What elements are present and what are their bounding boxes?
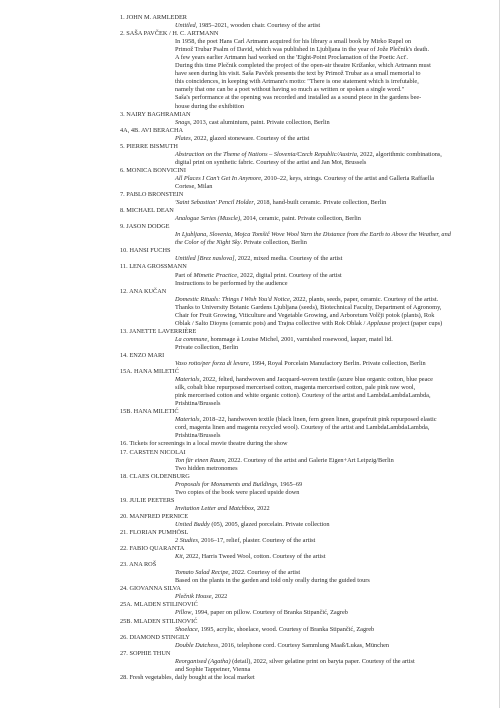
work-details: this coincidences, in keeping with Artmann's motto: "There is one statement which is irrefutable, <box>175 78 419 86</box>
work-title: Domestic Rituals: Things I Wish You'd Notice <box>175 295 290 303</box>
list-item <box>120 473 476 497</box>
entry-heading: 14. ENZO MARI <box>120 351 165 359</box>
entry-heading: 16. Tickets for screenings in a local movie theatre during the show <box>120 440 288 448</box>
work-title: Materials <box>175 416 200 424</box>
work-details: Private collection, Berlin <box>175 343 239 351</box>
list-item <box>120 545 476 561</box>
work-title: In Ljubljana, Slovenia, Mojca Tomšič Wove Wool Yarn the Distance from the Earth to Above the Weather, and <box>175 231 451 239</box>
work-details: During this time Plečnik completed the project of the open-air theatre Križanke, which Artmann must <box>175 62 431 70</box>
work-details: and Sophie Tappeiner, Vienna <box>175 665 251 673</box>
work-details: Two hidden metronomes <box>175 464 238 472</box>
entry-line <box>120 577 476 585</box>
work-details: , 2016, telephone cord. Courtesy Sammlung Maaß/Lukas, München <box>218 641 390 649</box>
list-item <box>120 288 476 328</box>
work-details: . Private collection, Berlin <box>240 239 307 247</box>
work-details: Thanks to University Botanic Gardens Ljubljana (seeds), Biotechnical Faculty, Department of Agronomy, <box>175 303 442 311</box>
work-title: Vaso rotto/per forza di levare <box>175 360 249 368</box>
work-title: La commune <box>175 335 208 343</box>
work-title: Untitled [Brez naslova] <box>175 255 235 263</box>
work-details: pink mercerised cotton and white organic cotton). Courtesy of the artist and LambdaLambdaLambda, <box>175 392 431 400</box>
work-details: , 1995, acrylic, shoelace, wood. Courtesy of Branka Stipančić, Zagreb <box>197 625 375 633</box>
work-title: Proposals for Monuments and Buildings <box>175 480 277 488</box>
entry-heading: 11. LENA GROSSMANN <box>120 263 187 271</box>
work-title: Shoelace <box>175 625 198 633</box>
work-details: (05), 2005, glazed porcelain. Private collection <box>209 520 330 528</box>
work-title: Abstraction on the Theme of Nations – Slovenia/Czech Republic/Austria <box>175 150 357 158</box>
work-details: , 1965–69 <box>276 480 303 488</box>
entry-line <box>120 569 476 577</box>
works-list <box>120 14 476 682</box>
work-details: , 2022, glazed stoneware. Courtesy of the artist <box>190 134 310 142</box>
work-title: Double Dutchess <box>175 641 219 649</box>
entry-heading: 26. DIAMOND STINGILY <box>120 633 190 641</box>
entry-line <box>120 392 476 400</box>
work-title: Snags <box>175 118 191 126</box>
entry-line <box>120 103 476 111</box>
work-details: , 1994, paper on pillow. Courtesy of Branka Stipančić, Zagreb <box>191 609 348 617</box>
work-details: Saša's performance at the opening was recorded and installed as a sound piece in the gardens bee- <box>175 94 422 102</box>
list-item <box>120 408 476 440</box>
work-details: house during the exhibition <box>175 102 245 110</box>
list-item <box>120 368 476 408</box>
entry-heading: 27. SOPHIE THUN <box>120 649 171 657</box>
entry-line <box>120 489 476 497</box>
work-title: the Color of the Night Sky <box>175 239 241 247</box>
work-details: , 2010–22, keys, strings. Courtesy of the artist and Galleria Raffaella <box>261 174 435 182</box>
entry-line <box>120 481 476 489</box>
work-details: , 2018, hand-built ceramic. Private collection, Berlin <box>253 199 387 207</box>
list-item <box>120 674 476 682</box>
list-item <box>120 263 476 287</box>
entry-heading: 17. CARSTEN NICOLAI <box>120 448 186 456</box>
work-details: , 1985–2021, wooden chair. Courtesy of the artist <box>195 22 321 30</box>
entry-line <box>120 119 476 127</box>
work-details: , 2018–22, handwoven textile (black linen, fern green linen, grapefruit pink repurposed elastic <box>199 416 437 424</box>
entry-heading: 12. ANA KUČAN <box>120 287 167 295</box>
work-details: Cortese, Milan <box>175 182 213 190</box>
entry-heading: 9. JASON DODGE <box>120 223 170 231</box>
entry-line <box>120 255 476 263</box>
entry-line <box>120 231 476 239</box>
entry-line <box>120 553 476 561</box>
list-item <box>120 352 476 368</box>
entry-line <box>120 175 476 183</box>
work-details: , 2022, felted, handwoven and Jacquard-woven textile (azure blue organic cotton, blue peace <box>199 376 433 384</box>
entry-heading: 2. SAŠA PAVČEK / H. C. ARTMANN <box>120 30 219 38</box>
work-details: , 2013, cast aluminium, paint. Private collection, Berlin <box>190 118 330 126</box>
list-item <box>120 561 476 585</box>
entry-heading: 15A. HANA MILETIĆ <box>120 368 179 376</box>
work-title: Analogue Series (Muscle) <box>175 215 241 223</box>
entry-heading: 24. GIOVANNA SILVA <box>120 585 181 593</box>
list-item <box>120 127 476 143</box>
entry-heading: 20. MANFRED PERNICE <box>120 512 189 520</box>
entry-line <box>120 54 476 62</box>
work-details: Chair for Fruit Growing, Viticulture and Vegetable Growing, and Arboretum Volčji potok (plants), Rok <box>175 311 435 319</box>
work-title: Tomato Salad Recipe <box>175 569 229 577</box>
entry-line <box>120 336 476 344</box>
entry-line <box>120 344 476 352</box>
work-title: Invitation Letter and Matchbox <box>175 504 254 512</box>
work-title: Plečnik House <box>175 593 212 601</box>
entry-line <box>120 537 476 545</box>
entry-line <box>120 521 476 529</box>
work-details: , 2022 <box>253 504 270 512</box>
list-item <box>120 513 476 529</box>
list-item <box>120 247 476 263</box>
work-details: , 2022, mixed media. Courtesy of the artist <box>234 255 343 263</box>
work-details: , 2022, digital print. Courtesy of the artist <box>237 271 342 279</box>
entry-line <box>120 465 476 473</box>
work-title: 2 Studies <box>175 537 198 545</box>
entry-heading: 23. ANA ROŠ <box>120 561 157 569</box>
entry-line <box>120 215 476 223</box>
entry-heading: 3. NAIRY BAGHRAMIAN <box>120 110 191 118</box>
work-title: United Buddy <box>175 520 210 528</box>
list-item <box>120 601 476 617</box>
work-details: , 2022, Harris Tweed Wool, cotton. Courtesy of the artist <box>182 553 326 561</box>
entry-heading: 28. Fresh vegetables, daily bought at the local market <box>120 673 255 681</box>
list-item <box>120 328 476 352</box>
work-details: , 2022. Courtesy of the artist and Galerie Eigen+Art Leipzig/Berlin <box>224 456 394 464</box>
work-details: , 2022, algorithmic combinations, <box>356 150 442 158</box>
work-details: Prishtina/Brussels <box>175 432 221 440</box>
entry-line <box>120 416 476 424</box>
entry-line <box>120 609 476 617</box>
entry-heading: 5. PIERRE BISMUTH <box>120 142 178 150</box>
work-details: Prishtina/Brussels <box>175 400 221 408</box>
work-details: Based on the plants in the garden and told only orally during the guided tours <box>175 577 370 585</box>
list-item <box>120 449 476 473</box>
list-item <box>120 143 476 167</box>
work-details: Instructions to be performed by the audience <box>175 279 288 287</box>
list-item <box>120 191 476 207</box>
entry-heading: 25A. MLADEN STILINOVIĆ <box>120 601 198 609</box>
entry-line <box>120 239 476 247</box>
work-details: Part of <box>175 271 194 279</box>
entry-heading: 25B. MLADEN STILINOVIĆ <box>120 617 198 625</box>
work-details: In 1958, the poet Hans Carl Artmann acquired for his library a small book by Mirko Rupel on <box>175 38 412 46</box>
entry-line <box>120 22 476 30</box>
entry-line <box>120 199 476 207</box>
entry-line <box>120 94 476 102</box>
work-details: Oblak / Salto Dioyns (ceramic pots) and Trajna collective with Rok Oblak / <box>175 319 367 327</box>
entry-heading: 7. PABLO BRONSTEIN <box>120 191 184 199</box>
entry-heading: 15B. HANA MILETIĆ <box>120 408 179 416</box>
entry-line <box>120 272 476 280</box>
work-title: Applause <box>366 319 391 327</box>
entry-heading: 21. FLORIAN PUMHÖSL <box>120 529 189 536</box>
work-details: , 2022, plants, seeds, paper, ceramic. Courtesy of the artist. <box>289 295 439 303</box>
entry-heading: 4A, 4B. AVI BERACHA <box>120 126 184 134</box>
work-title: Untitled <box>175 22 196 30</box>
work-details: Two copies of the book were placed upside down <box>175 488 300 496</box>
work-title: Materials <box>175 376 200 384</box>
entry-line <box>120 46 476 54</box>
entry-line <box>120 320 476 328</box>
entry-line <box>120 159 476 167</box>
entry-line <box>120 432 476 440</box>
list-item <box>120 167 476 191</box>
work-details: cord, magenta linen and magenta recycled wool). Courtesy of the artist and LambdaLambdaLambda, <box>175 424 430 432</box>
entry-line <box>120 151 476 159</box>
entry-heading: 18. CLAES OLDENBURG <box>120 472 190 480</box>
list-item <box>120 440 476 448</box>
entry-heading: 6. MONICA BONVICINI <box>120 166 186 174</box>
entry-heading: 22. FABIO QUARANTA <box>120 545 185 553</box>
list-item <box>120 207 476 223</box>
entry-line <box>120 666 476 674</box>
entry-line <box>120 38 476 46</box>
work-title: Plates <box>175 134 191 142</box>
entry-line <box>120 658 476 666</box>
work-details: , 2022. Courtesy of the artist <box>228 569 301 577</box>
entry-line <box>120 360 476 368</box>
work-title: Kit <box>175 553 183 561</box>
entry-line <box>120 62 476 70</box>
work-title: All Places I Can't Get In Anymore <box>175 174 261 182</box>
entry-line <box>120 424 476 432</box>
work-details: namely that one can be a poet without having so much as written or spoken a single word." <box>175 86 405 94</box>
list-item <box>120 585 476 601</box>
list-item <box>120 111 476 127</box>
work-details: (detail), 2022, silver gelatine print on baryta paper. Courtesy of the artist <box>230 657 415 665</box>
entry-line <box>120 78 476 86</box>
work-title: Ton für einen Raum <box>175 456 225 464</box>
entry-line <box>120 376 476 384</box>
entry-heading: 8. MICHAEL DEAN <box>120 207 174 215</box>
entry-line <box>120 384 476 392</box>
work-title: Mimetic Practice <box>193 271 238 279</box>
entry-heading: 10. HANSI FUCHS <box>120 247 171 255</box>
list-item <box>120 223 476 247</box>
entry-line <box>120 70 476 78</box>
entry-line <box>120 304 476 312</box>
entry-line <box>120 626 476 634</box>
list-item <box>120 497 476 513</box>
entry-line <box>120 280 476 288</box>
work-details: A few years earlier Artmann had worked on the 'Eight-Point Proclamation of the Poetic Act'. <box>175 54 408 62</box>
entry-line <box>120 135 476 143</box>
entry-line <box>120 86 476 94</box>
work-details: , 1994, Royal Porcelain Manufactory Berlin. Private collection, Berlin <box>248 360 426 368</box>
work-title: Pillow <box>175 609 192 617</box>
work-details: project (paper cups) <box>390 319 443 327</box>
entry-line <box>120 457 476 465</box>
entry-line <box>120 183 476 191</box>
work-details: silk, cobalt blue repurposed mercerised cotton, magenta mercerised cotton, pale pink raw wool, <box>175 384 416 392</box>
work-title: Reorganised (Agatha) <box>175 657 231 665</box>
list-item <box>120 634 476 650</box>
entry-heading: 19. JULIE PEETERS <box>120 496 175 504</box>
entry-heading: 1. JOHN M. ARMLEDER <box>120 14 187 21</box>
work-details: Primož Trubar Psalm of David, which was published in Ljubljana in the year of Jože Plečnik's death. <box>175 46 430 54</box>
list-item <box>120 30 476 110</box>
work-details: , 2016–17, relief, plaster. Courtesy of the artist <box>197 537 316 545</box>
work-title: 'Saint Sebastian' Pencil Holder <box>175 199 254 207</box>
entry-line <box>120 312 476 320</box>
work-details: , hommage à Louise Michel, 2001, varnished rosewood, laquer, matel lid. <box>207 335 393 343</box>
list-item <box>120 650 476 674</box>
list-item <box>120 618 476 634</box>
work-details: digital print on synthetic fabric. Courtesy of the artist and Jan Mot, Brussels <box>175 158 367 166</box>
list-item <box>120 14 476 30</box>
entry-line <box>120 505 476 513</box>
entry-heading: 13. JANETTE LAVERRIÈRE <box>120 327 197 335</box>
work-details: have seen during his visit. Saša Pavček presents the text by Primož Trubar as a small memorial to <box>175 70 421 78</box>
entry-line <box>120 296 476 304</box>
work-details: , 2014, ceramic, paint. Private collection, Berlin <box>240 215 361 223</box>
entry-line <box>120 642 476 650</box>
list-item <box>120 529 476 545</box>
work-details: , 2022 <box>211 593 228 601</box>
